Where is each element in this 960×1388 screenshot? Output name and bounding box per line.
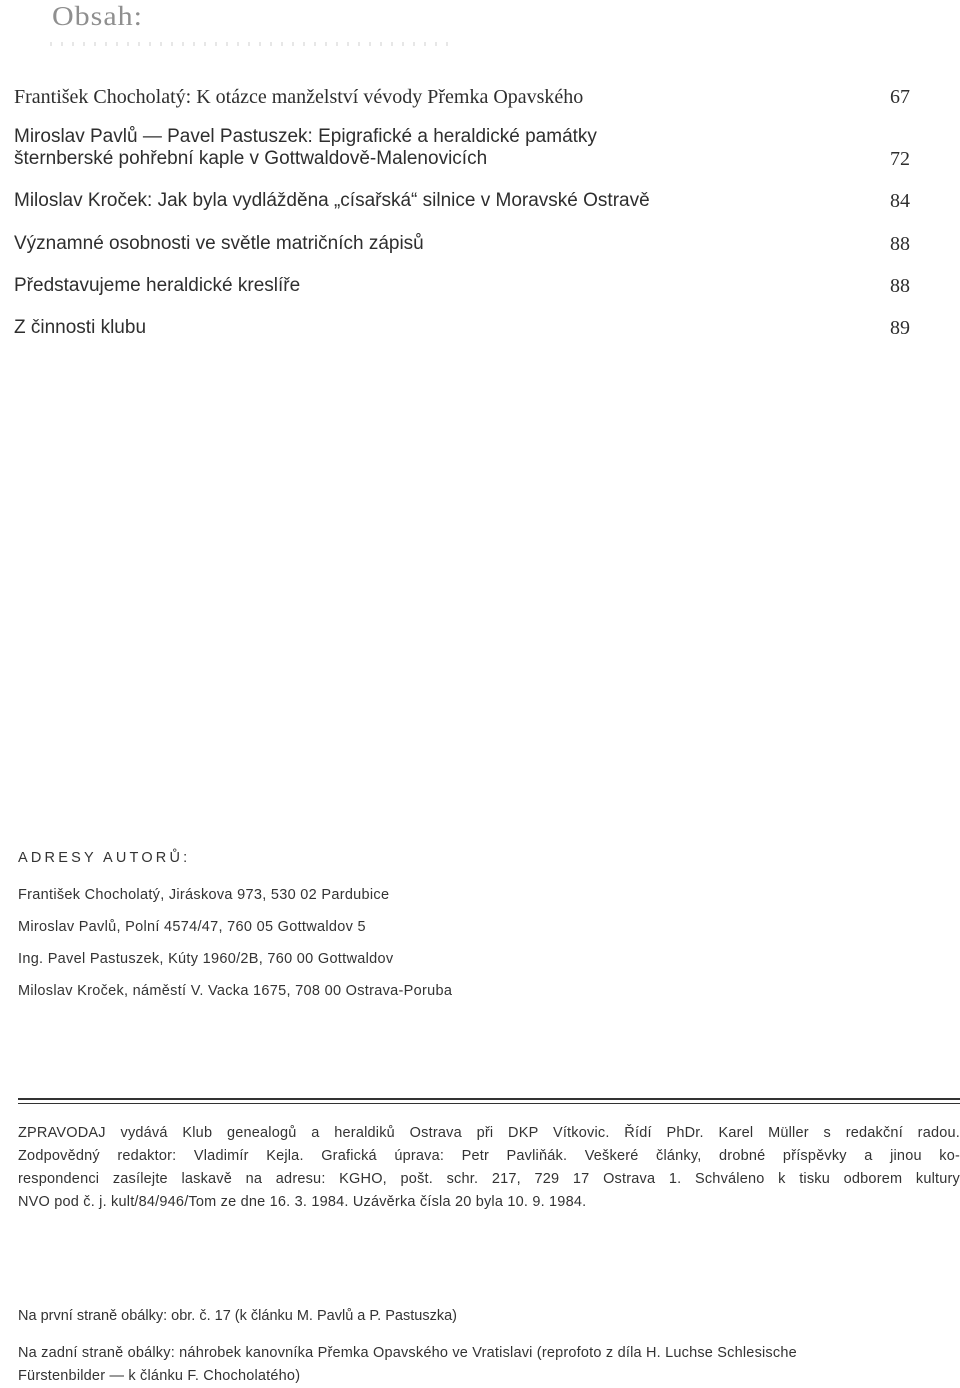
colophon-line: Zodpovědný redaktor: Vladimír Kejla. Grafická úprava: Petr Pavliňák. Veškeré články, drobné příspěvky a jinou ko- [18,1148,960,1164]
colophon [18,1122,960,1214]
toc-entry-title: Představujeme heraldické kreslíře [14,275,301,296]
divider-rule [18,1103,960,1104]
address-line: Miloslav Kroček, náměstí V. Vacka 1675, 708 00 Ostrava-Poruba [18,983,453,999]
toc-entry-page: 88 [890,275,910,297]
author-addresses [18,850,918,1000]
toc-entry [14,126,910,170]
address-line: Miroslav Pavlů, Polní 4574/47, 760 05 Gottwaldov 5 [18,919,366,935]
scan-speckle [50,42,450,46]
toc-entry [14,317,910,339]
cover-back-line: Na zadní straně obálky: náhrobek kanovníka Přemka Opavského ve Vratislavi (reprofoto z díla H. Luchse Schlesische [18,1345,797,1361]
toc-entry [14,233,910,255]
toc-entry-title: František Chocholatý: K otázce manželství vévody Přemka Opavského [14,86,584,108]
toc-entry-page: 72 [890,148,910,170]
toc-entry-title: Významné osobnosti ve světle matričních zápisů [14,233,424,254]
address-line: František Chocholatý, Jiráskova 973, 530 02 Pardubice [18,887,390,903]
divider-rule [18,1098,960,1100]
toc-entry-page: 67 [890,86,910,108]
cover-back-line: Fürstenbilder — k článku F. Chocholatého) [18,1368,301,1384]
toc-entry-title-line: šternberské pohřební kaple v Gottwaldově-Malenovicích [14,148,488,169]
address-line: Ing. Pavel Pastuszek, Kúty 1960/2B, 760 00 Gottwaldov [18,951,394,967]
toc-entry-page: 84 [890,190,910,212]
toc-entry-title: Z činnosti klubu [14,317,147,338]
addresses-heading: ADRESY AUTORŮ: [18,850,191,866]
page-heading: Obsah: [52,1,143,32]
toc-entry-page: 89 [890,317,910,339]
toc-entry-page: 88 [890,233,910,255]
colophon-line: NVO pod č. j. kult/84/946/Tom ze dne 16. 3. 1984. Uzávěrka čísla 20 byla 10. 9. 1984. [18,1194,587,1210]
toc-entry-title-line: Miroslav Pavlů — Pavel Pastuszek: Epigrafické a heraldické památky [14,126,597,147]
toc-entry [14,275,910,297]
toc-entry [14,86,910,108]
cover-back-caption [18,1342,960,1388]
toc-entry [14,190,910,212]
colophon-line: ZPRAVODAJ vydává Klub genealogů a heraldiků Ostrava při DKP Vítkovic. Řídí PhDr. Karel Müller s redakční radou. [18,1125,960,1141]
colophon-line: respondenci zasílejte laskavě na adresu: KGHO, pošt. schr. 217, 729 17 Ostrava 1. Schváleno k tisku odborem kultury [18,1171,960,1187]
toc-entry-title: Miloslav Kroček: Jak byla vydlážděna „císařská“ silnice v Moravské Ostravě [14,190,650,211]
cover-front-caption: Na první straně obálky: obr. č. 17 (k článku M. Pavlů a P. Pastuszka) [18,1308,457,1324]
